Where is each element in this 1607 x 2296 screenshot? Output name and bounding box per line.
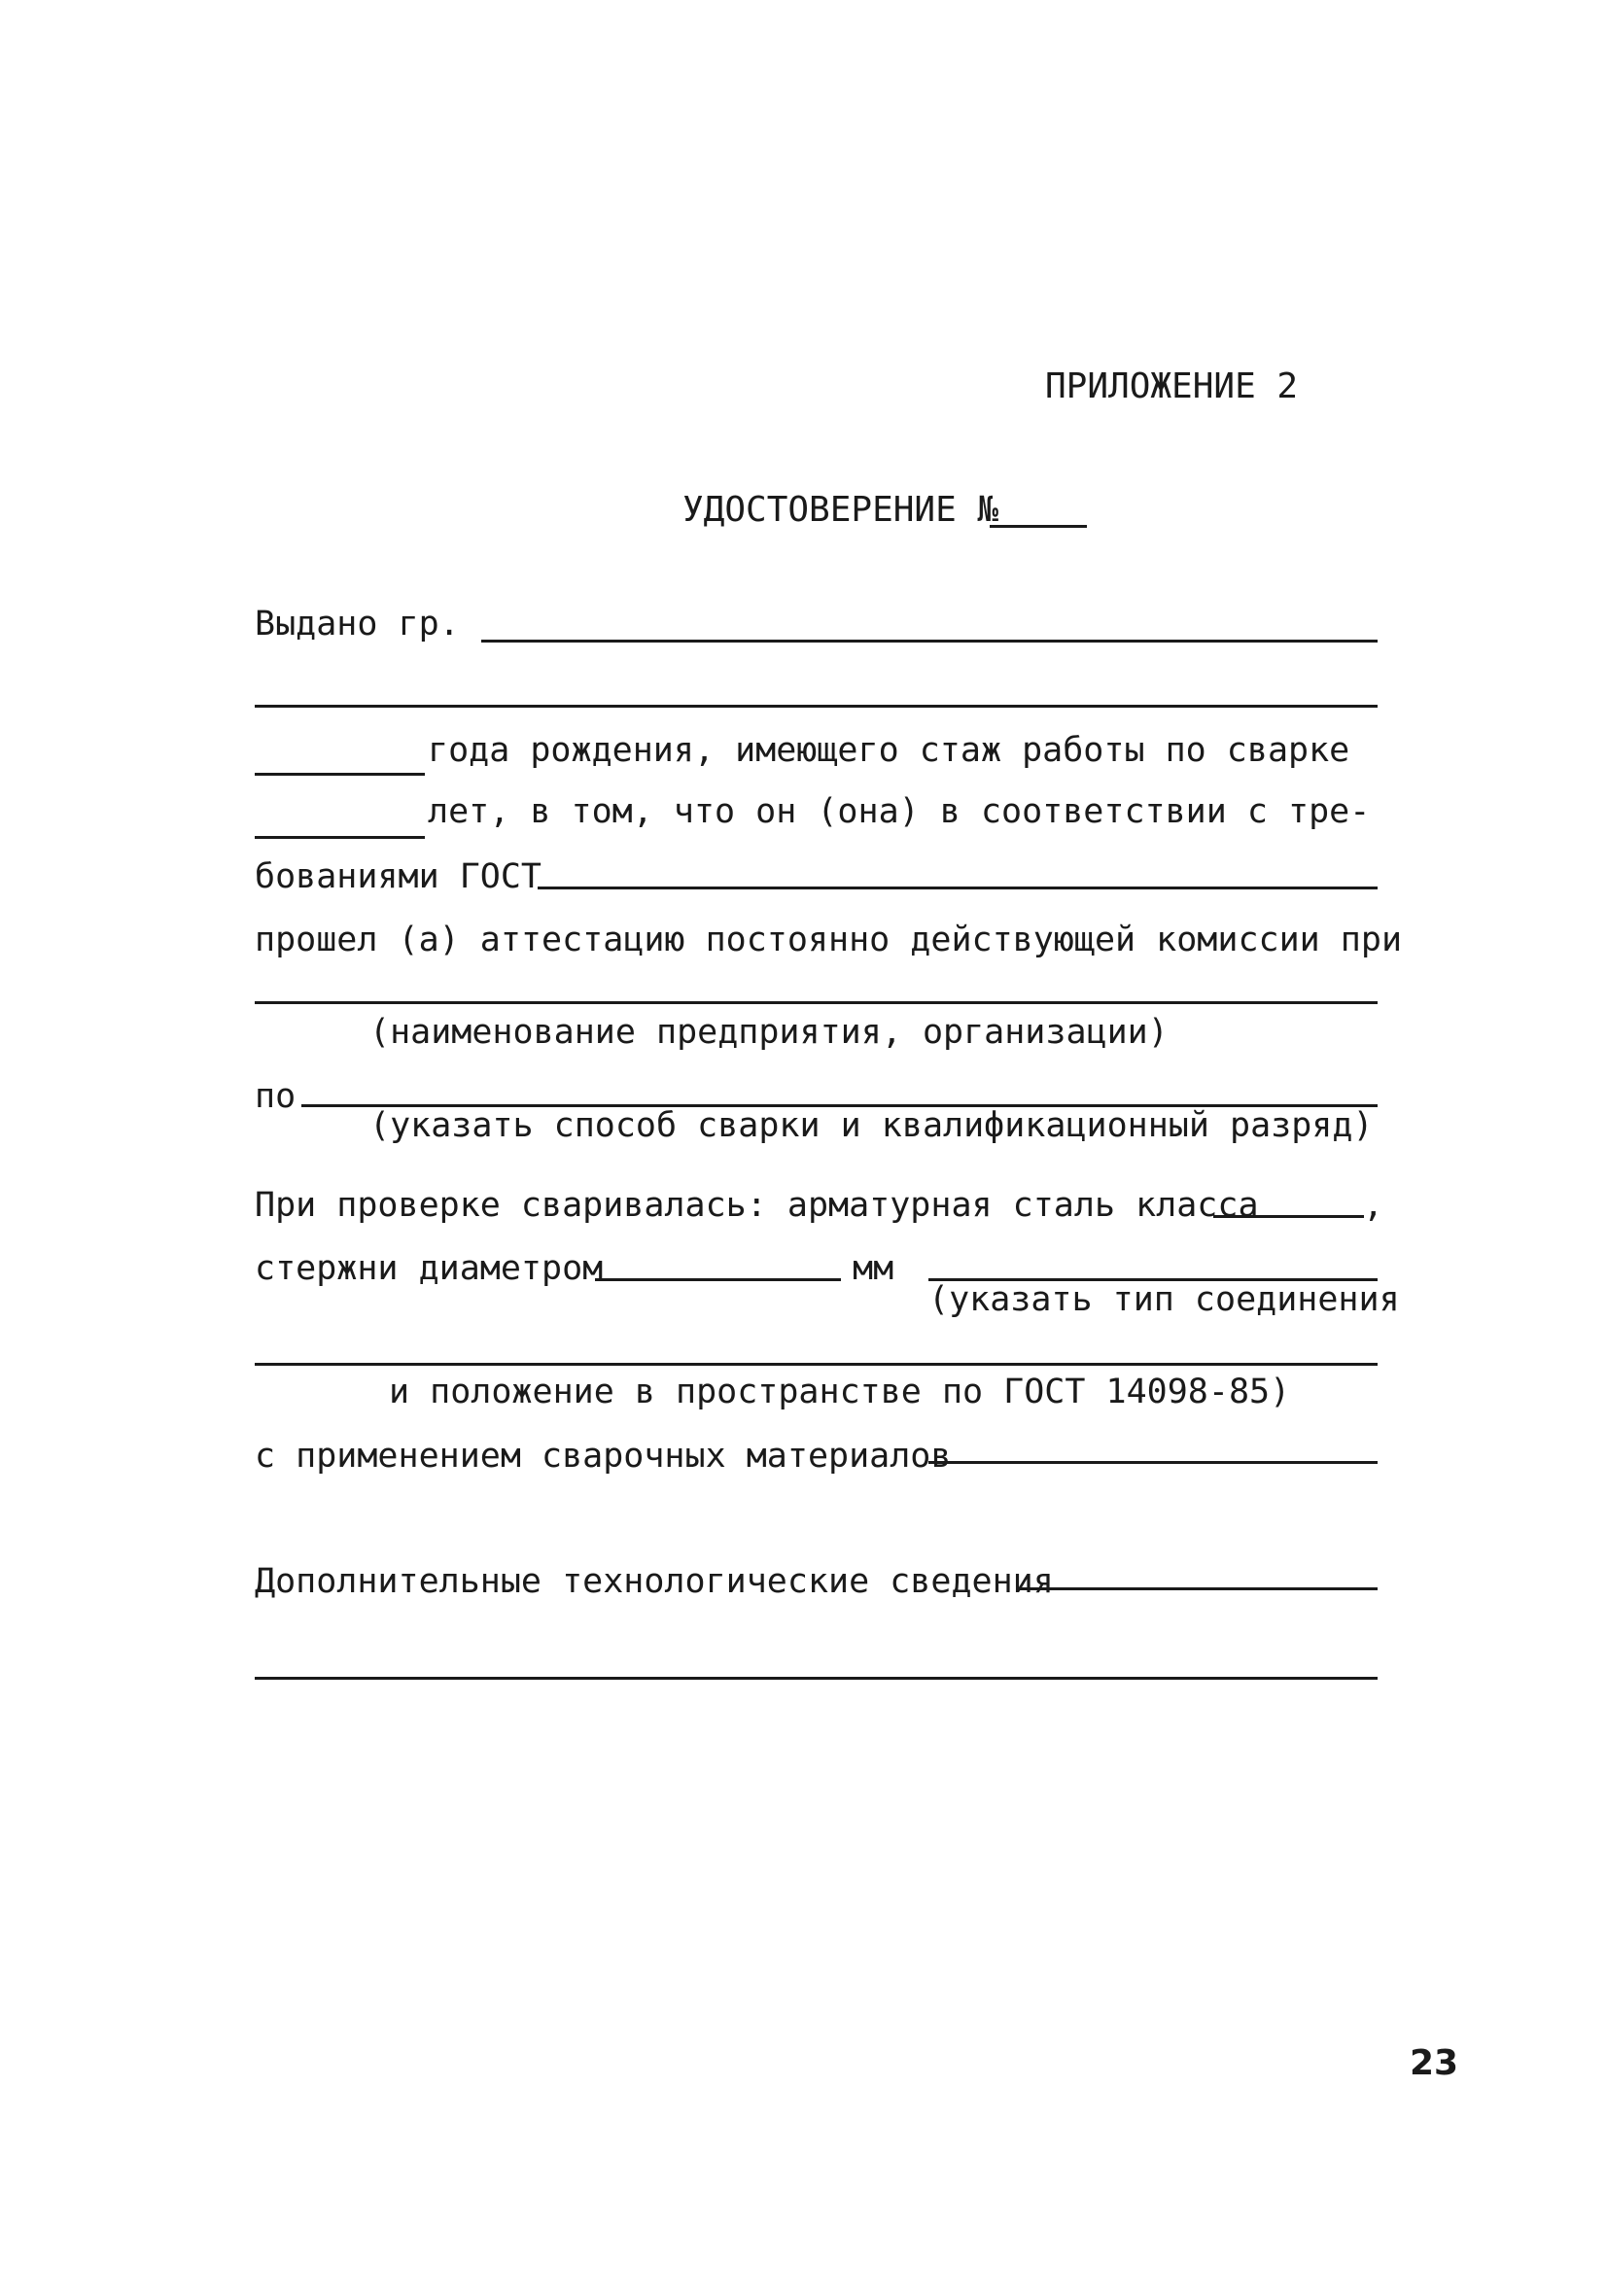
page-number: 23	[1410, 2043, 1459, 2083]
certificate-number-blank	[990, 525, 1087, 528]
certificate-title: УДОСТОВЕРЕНИЕ №	[682, 490, 999, 530]
issued-to-label: Выдано гр.	[255, 605, 460, 644]
birth-year-text: года рождения, имеющего стаж работы по сварке	[428, 731, 1350, 770]
steel-class-blank	[1213, 1215, 1364, 1218]
mm-unit: мм	[853, 1249, 894, 1288]
additional-info-text: Дополнительные технологические сведения	[255, 1562, 1054, 1601]
position-gost-hint: и положение в пространстве по ГОСТ 14098-85)	[389, 1373, 1291, 1411]
welding-materials-text: с применением сварочных материалов	[255, 1437, 952, 1476]
additional-info-blank-2	[255, 1677, 1378, 1680]
gost-requirements-text: бованиями ГОСТ	[255, 857, 542, 896]
issued-to-blank	[481, 640, 1378, 643]
years-blank	[255, 836, 425, 839]
attestation-text: прошел (а) аттестацию постоянно действующей комиссии при	[255, 921, 1403, 959]
birth-year-blank	[255, 773, 425, 776]
additional-info-blank	[1019, 1587, 1378, 1590]
organization-blank	[255, 1001, 1378, 1004]
welding-materials-blank	[928, 1461, 1378, 1464]
rods-diameter-text: стержни диаметром	[255, 1249, 604, 1288]
steel-class-comma: ,	[1363, 1186, 1384, 1225]
appendix-label: ПРИЛОЖЕНИЕ 2	[1045, 366, 1299, 406]
rods-diameter-blank	[595, 1278, 841, 1281]
welding-method-hint: (указать способ сварки и квалификационный разряд)	[369, 1106, 1374, 1145]
organization-hint: (наименование предприятия, организации)	[369, 1013, 1169, 1052]
issued-to-blank-2	[255, 705, 1378, 708]
years-text: лет, в том, что он (она) в соответствии с тре-	[428, 792, 1371, 831]
joint-position-blank	[255, 1363, 1378, 1366]
joint-type-hint: (указать тип соединения	[928, 1280, 1400, 1319]
by-label: по	[255, 1077, 297, 1116]
gost-number-blank	[538, 887, 1378, 889]
check-text: При проверке сваривалась: арматурная сталь класса	[255, 1186, 1259, 1225]
